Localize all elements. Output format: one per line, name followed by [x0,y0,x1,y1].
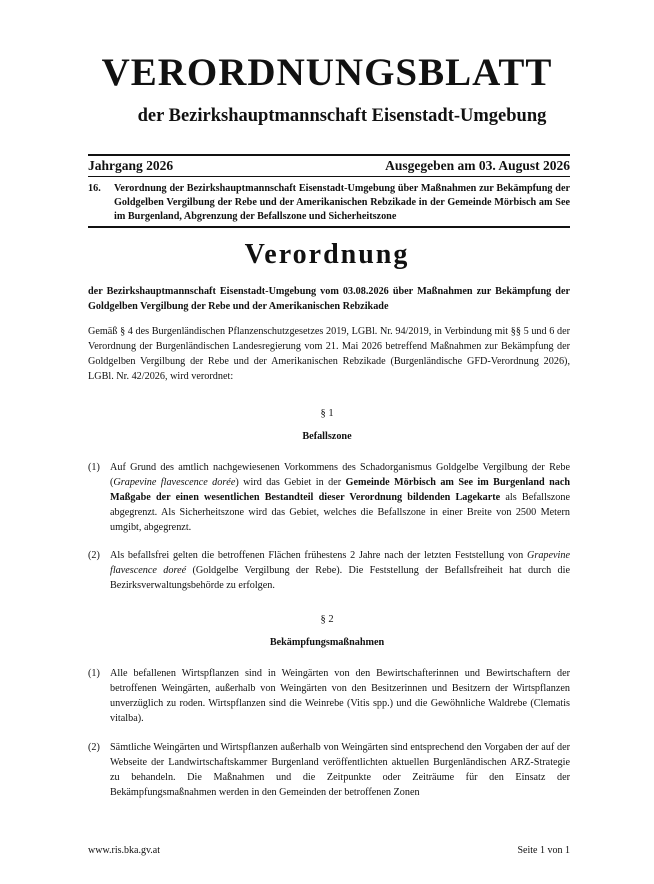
toc-rule [88,226,570,228]
section2-item-1 [88,666,570,726]
issue-rule [88,176,570,177]
item-number: (2) [88,742,100,753]
masthead-title: VERORDNUNGSBLATT [101,51,553,94]
issue-date: Ausgegeben am 03. August 2026 [385,158,570,173]
item-text: Als befallsfrei gelten die betroffenen Flächen frühestens 2 Jahre nach der letzten Feststellung von Grapevine flavescence doreé (Goldgelbe Vergilbung der Rebe). Die Feststellung der Befallsfreiheit hat durch die Bezirksverwaltungsbehörde zu erfolgen. [110,550,570,591]
issue-year: Jahrgang 2026 [88,158,174,173]
toc-text: Verordnung der Bezirkshauptmannschaft Eisenstadt-Umgebung über Maßnahmen zur Bekämpfung der Goldgelben Vergilbung der Rebe und der Amerikanischen Rebzikade in der Gemeinde Mörbisch am See im Burgenland, Abgrenzung der Befallszone und Sicherheitszone [114,183,570,222]
toc-entry [88,182,570,224]
footer-url: www.ris.bka.gv.at [88,845,161,856]
document-heading: Verordnung [244,239,410,270]
item-number: (2) [88,550,100,561]
item-number: (1) [88,462,100,473]
intro-bold: der Bezirkshauptmannschaft Eisenstadt-Umgebung vom 03.08.2026 über Maßnahmen zur Bekämpfung der Goldgelben Vergilbung der Rebe und der Amerikanischen Rebzikade [88,286,570,312]
section2-mark: § 2 [320,614,334,625]
section1-item-1 [88,460,570,535]
toc-number: 16. [88,183,101,194]
item-number: (1) [88,668,100,679]
section1-title: Befallszone [302,431,352,442]
section2-title: Bekämpfungsmaßnahmen [269,637,385,648]
item-text: Alle befallenen Wirtspflanzen sind in Weingärten von den Bewirtschafterinnen und Bewirtschaftern der betroffenen Weingärten, außerhalb von Weingärten von den Besitzerinnen und Besitzern der Wirtspflanzen unverzüglich zu roden. Wirtspflanzen sind die Weinrebe (Vitis spp.) und die Gewöhnliche Waldrebe (Clematis vitalba). [110,668,570,724]
item-text: Sämtliche Weingärten und Wirtspflanzen außerhalb von Weingärten sind entsprechend den Vorgaben der auf der Webseite der Landwirtschaftskammer Burgenland veröffentlichten aktuellen Burgenländischen ARZ-Strategie zu behandeln. Die Maßnahmen und die Zeitpunkte oder Zeiträume für den Einsatz der Bekämpfungsmaßnahmen werden in den Gemeinden der betroffenen Zonen [110,742,570,798]
item-text: Auf Grund des amtlich nachgewiesenen Vorkommens des Schadorganismus Goldgelbe Vergilbung der Rebe (Grapevine flavescence dorée) wird das Gebiet in der Gemeinde Mörbisch am See im Burgenland nach Maßgabe der einen wesentlichen Bestandteil dieser Verordnung bildenden Lagekarte als Befallszone abgegrenzt. Als Sicherheitszone wird das Gebiet, welches die Befallszone in einer Breite von 2500 Metern umgibt, abgegrenzt. [110,462,571,533]
section1-mark: § 1 [320,408,334,419]
footer-page-number: Seite 1 von 1 [517,845,570,856]
masthead-subtitle: der Bezirkshauptmannschaft Eisenstadt-Umgebung [137,106,547,126]
intro-text: Gemäß § 4 des Burgenländischen Pflanzenschutzgesetzes 2019, LGBl. Nr. 94/2019, in Verbindung mit §§ 5 und 6 der Verordnung der Burgenländischen Landesregierung vom 21. Mai 2026 betreffend Maßnahmen zur Bekämpfung der Goldgelben Vergilbung der Rebe und der Amerikanischen Rebzikade (Burgenländische GFD-Verordnung 2026), LGBl. Nr. 42/2026, wird verordnet: [88,326,570,382]
section1-item-2 [88,548,570,593]
section2-item-2 [88,740,570,800]
